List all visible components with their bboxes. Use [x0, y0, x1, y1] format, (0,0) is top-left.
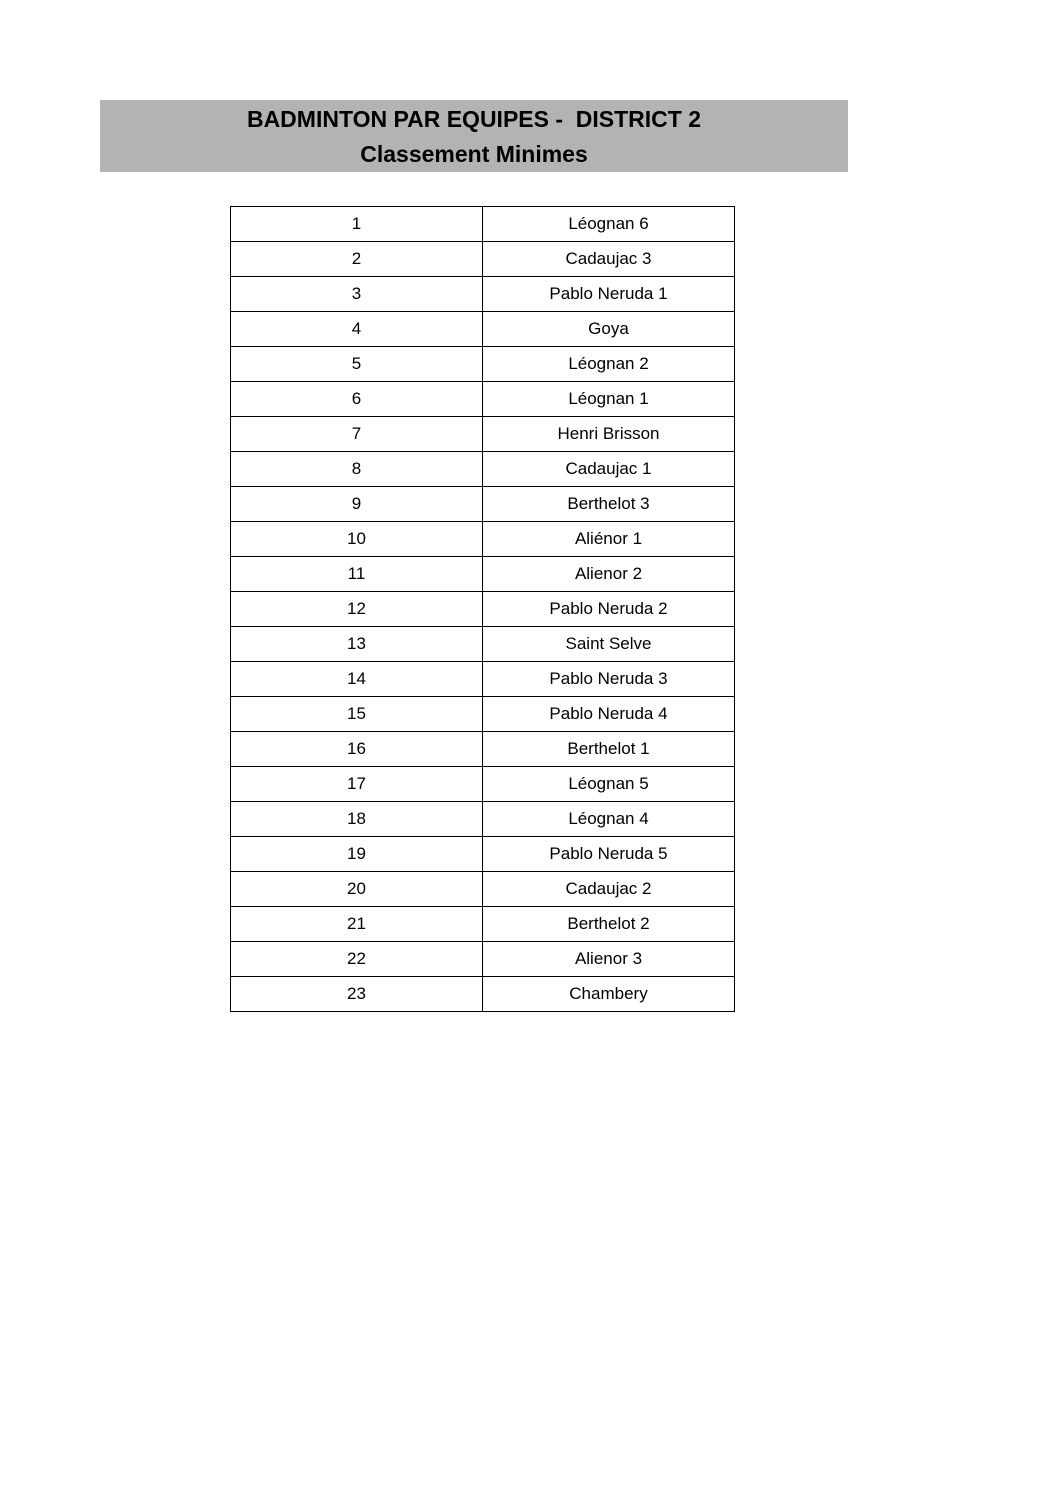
table-row: [231, 872, 735, 907]
table-row: [231, 627, 735, 662]
team-cell: Léognan 2: [483, 347, 735, 382]
team-cell: Alienor 3: [483, 942, 735, 977]
table-row: [231, 592, 735, 627]
rank-cell: 14: [231, 662, 483, 697]
table-row: [231, 242, 735, 277]
table-row: [231, 907, 735, 942]
rank-cell: 23: [231, 977, 483, 1012]
table-row: [231, 942, 735, 977]
rank-cell: 3: [231, 277, 483, 312]
document-title: BADMINTON PAR EQUIPES - DISTRICT 2: [246, 106, 702, 132]
rank-cell: 1: [231, 207, 483, 242]
rank-cell: 22: [231, 942, 483, 977]
rank-cell: 21: [231, 907, 483, 942]
team-cell: Léognan 5: [483, 767, 735, 802]
table-row: [231, 767, 735, 802]
table-row: [231, 697, 735, 732]
team-cell: Pablo Neruda 3: [483, 662, 735, 697]
table-row: [231, 522, 735, 557]
team-cell: Chambery: [483, 977, 735, 1012]
rank-cell: 17: [231, 767, 483, 802]
document-subtitle: Classement Minimes: [360, 141, 588, 167]
rank-cell: 15: [231, 697, 483, 732]
team-cell: Berthelot 1: [483, 732, 735, 767]
rank-cell: 20: [231, 872, 483, 907]
team-cell: Berthelot 3: [483, 487, 735, 522]
rank-cell: 13: [231, 627, 483, 662]
table-row: [231, 207, 735, 242]
rank-cell: 5: [231, 347, 483, 382]
table-row: [231, 487, 735, 522]
team-cell: Cadaujac 3: [483, 242, 735, 277]
team-cell: Pablo Neruda 1: [483, 277, 735, 312]
table-row: [231, 312, 735, 347]
team-cell: Pablo Neruda 2: [483, 592, 735, 627]
rank-cell: 7: [231, 417, 483, 452]
rank-cell: 19: [231, 837, 483, 872]
team-cell: Saint Selve: [483, 627, 735, 662]
table-row: [231, 417, 735, 452]
rank-cell: 12: [231, 592, 483, 627]
team-cell: Léognan 1: [483, 382, 735, 417]
team-cell: Alienor 2: [483, 557, 735, 592]
team-cell: Pablo Neruda 5: [483, 837, 735, 872]
team-cell: Goya: [483, 312, 735, 347]
table-row: [231, 382, 735, 417]
ranking-table: [230, 206, 735, 1012]
table-row: [231, 452, 735, 487]
rank-cell: 18: [231, 802, 483, 837]
table-row: [231, 802, 735, 837]
rank-cell: 10: [231, 522, 483, 557]
table-row: [231, 977, 735, 1012]
team-cell: Pablo Neruda 4: [483, 697, 735, 732]
rank-cell: 11: [231, 557, 483, 592]
team-cell: Cadaujac 1: [483, 452, 735, 487]
team-cell: Berthelot 2: [483, 907, 735, 942]
team-cell: Léognan 4: [483, 802, 735, 837]
table-row: [231, 732, 735, 767]
table-row: [231, 837, 735, 872]
rank-cell: 8: [231, 452, 483, 487]
header-band: [100, 100, 848, 172]
team-cell: Léognan 6: [483, 207, 735, 242]
table-row: [231, 662, 735, 697]
table-row: [231, 277, 735, 312]
table-row: [231, 347, 735, 382]
rank-cell: 16: [231, 732, 483, 767]
rank-cell: 4: [231, 312, 483, 347]
rank-cell: 6: [231, 382, 483, 417]
team-cell: Aliénor 1: [483, 522, 735, 557]
rank-cell: 2: [231, 242, 483, 277]
team-cell: Cadaujac 2: [483, 872, 735, 907]
ranking-table-body: [231, 207, 735, 1012]
team-cell: Henri Brisson: [483, 417, 735, 452]
rank-cell: 9: [231, 487, 483, 522]
table-row: [231, 557, 735, 592]
